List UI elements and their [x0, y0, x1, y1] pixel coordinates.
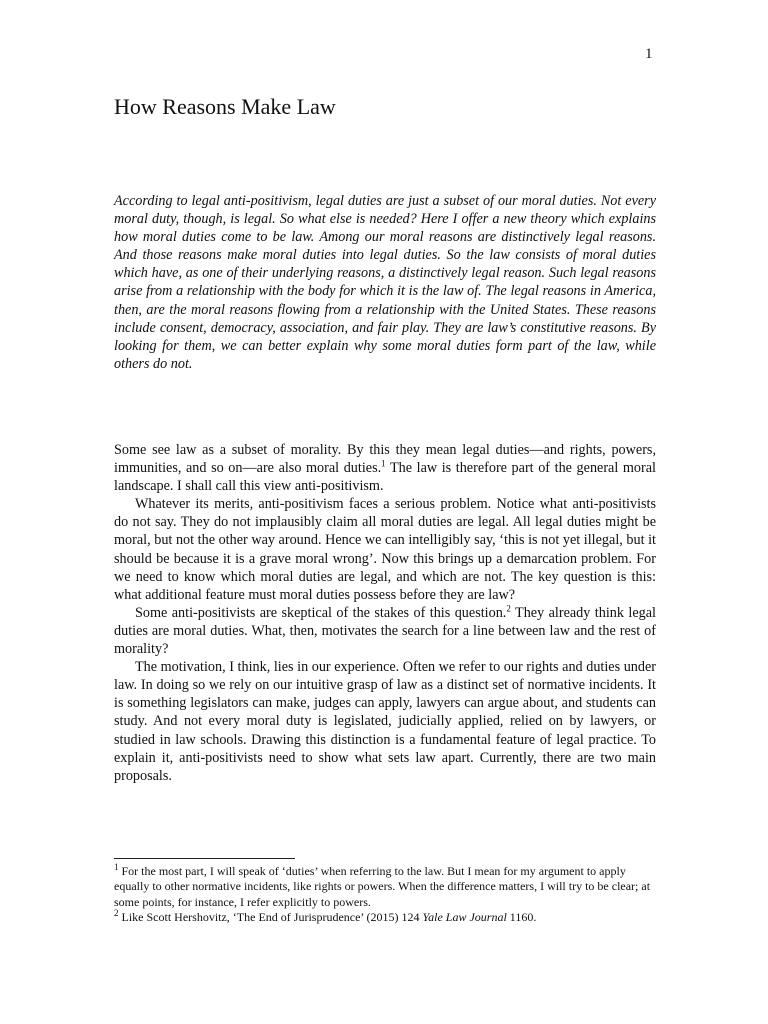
- paragraph-1: [114, 441, 656, 495]
- paragraph-1-text-a: Some see law as a subset of morality. By this they mean legal duties—and rights, powers, immunities, and so on—are also moral duties.: [114, 442, 656, 477]
- paragraph-1-text-b: The law is therefore part of the general moral landscape. I shall call this view anti-positivism.: [114, 460, 656, 495]
- footnote-1-marker: 1: [114, 862, 119, 872]
- footnote-1: [114, 864, 656, 910]
- footnote-ref-1: 1: [381, 458, 386, 469]
- footnote-2-text-b: 1160.: [506, 910, 537, 925]
- paragraph-4: The motivation, I think, lies in our experience. Often we refer to our rights and duties under law. In doing so we rely on our intuitive grasp of law as a distinct set of normative incidents. It is something legislators can make, judges can apply, lawyers can argue about, and students can study. And not every moral duty is legislated, judicially applied, relied on by lawyers, or studied in law schools. Drawing this distinction is a fundamental feature of legal practice. To explain it, anti-positivists need to show what sets law apart. Currently, there are two main proposals.: [114, 659, 656, 784]
- paragraph-2: Whatever its merits, anti-positivism faces a serious problem. Notice what anti-positivists do not say. They do not implausibly claim all moral duties are legal. All legal duties might be moral, but not the other way around. Hence we can intelligibly say, ‘this is not yet illegal, but it should be because it is a grave moral wrong’. Now this brings up a demarcation problem. For we need to know which moral duties are legal, and which are not. The key question is this: what additional feature must moral duties possess before they are law?: [114, 496, 656, 603]
- paragraph-3: [114, 604, 656, 658]
- paper-title: How Reasons Make Law: [114, 94, 336, 119]
- footnote-2-journal: Yale Law Journal: [422, 910, 507, 925]
- footnote-ref-2: 2: [506, 603, 511, 614]
- footnote-rule: [114, 858, 295, 859]
- footnote-1-text: For the most part, I will speak of ‘duties’ when referring to the law. But I mean for my argument to apply equally to other normative incidents, like rights or powers. When the difference matters, I will try to be clear; at some points, for instance, I refer explicitly to powers.: [114, 864, 651, 909]
- footnote-2: [114, 910, 656, 925]
- page-number: 1: [645, 46, 653, 62]
- footnotes: [114, 864, 656, 926]
- body-text: [114, 441, 656, 785]
- paragraph-3-text-a: Some anti-positivists are skeptical of the stakes of this question.: [135, 604, 507, 621]
- footnote-2-text-a: Like Scott Hershovitz, ‘The End of Jurisprudence’ (2015) 124: [118, 910, 423, 925]
- abstract: According to legal anti-positivism, legal duties are just a subset of our moral duties. Not every moral duty, though, is legal. So what else is needed? Here I offer a new theory which explains how moral duties come to be law. Among our moral reasons are distinctively legal reasons. And those reasons make moral duties into legal duties. So the law consists of moral duties which have, as one of their underlying reasons, a distinctively legal reason. Such legal reasons arise from a relationship with the body for which it is the law of. The legal reasons in America, then, are the moral reasons flowing from a relationship with the United States. These reasons include consent, democracy, association, and fair play. They are law’s constitutive reasons. By looking for them, we can better explain why some moral duties form part of the law, while others do not.: [114, 193, 656, 372]
- footnote-2-marker: 2: [114, 908, 119, 919]
- paragraph-3-text-b: They already think legal duties are moral duties. What, then, motivates the search for a line between law and the rest of morality?: [114, 604, 656, 658]
